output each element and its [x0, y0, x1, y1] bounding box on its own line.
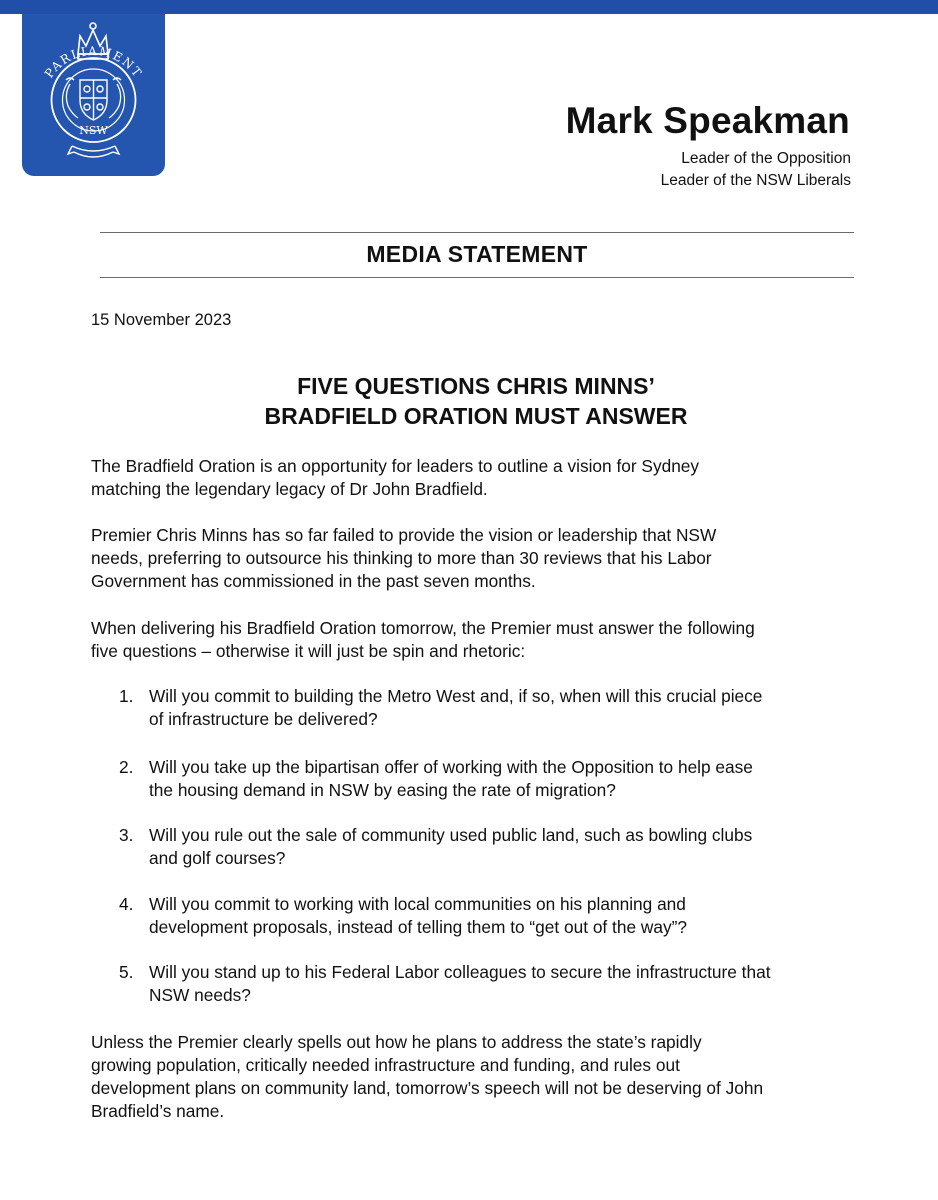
paragraph-line: five questions – otherwise it will just be spin and rhetoric: [91, 641, 526, 661]
paragraph-conclusion [91, 1031, 851, 1123]
paragraph-line: Unless the Premier clearly spells out how he plans to address the state’s rapidly [91, 1032, 702, 1052]
question-line: the housing demand in NSW by easing the rate of migration? [149, 780, 616, 800]
svg-text:PARLIAMENT: PARLIAMENT [41, 44, 146, 81]
paragraph-line: matching the legendary legacy of Dr John Bradfield. [91, 479, 488, 499]
question-line: and golf courses? [149, 848, 286, 868]
svg-text:NSW: NSW [79, 124, 108, 137]
question-text [149, 824, 752, 870]
question-line: development proposals, instead of telling them to “get out of the way”? [149, 917, 687, 937]
question-line: Will you commit to building the Metro West and, if so, when will this crucial piece [149, 686, 763, 706]
question-line: Will you stand up to his Federal Labor colleagues to secure the infrastructure that [149, 962, 771, 982]
paragraph-line: growing population, critically needed infrastructure and funding, and rules out [91, 1055, 680, 1075]
parliament-nsw-logo [22, 14, 165, 176]
question-line: Will you take up the bipartisan offer of working with the Opposition to help ease [149, 757, 753, 777]
question-number: 4. [119, 894, 134, 914]
question-number: 1. [119, 686, 134, 706]
question-line: of infrastructure be delivered? [149, 709, 378, 729]
paragraph-line: When delivering his Bradfield Oration tomorrow, the Premier must answer the following [91, 618, 755, 638]
paragraph-line: development plans on community land, tomorrow’s speech will not be deserving of John [91, 1078, 764, 1098]
question-text [149, 685, 762, 731]
divider-top [100, 232, 854, 233]
paragraph-line: Government has commissioned in the past seven months. [91, 571, 536, 591]
paragraph-intro [91, 455, 851, 501]
statement-date: 15 November 2023 [91, 311, 232, 329]
paragraph-questions-intro [91, 617, 851, 663]
parliament-crest-icon [22, 14, 165, 176]
top-brand-bar [0, 0, 938, 14]
divider-bottom [100, 277, 854, 278]
member-role-liberals: Leader of the NSW Liberals [660, 172, 851, 189]
question-line: NSW needs? [149, 985, 251, 1005]
question-number: 5. [119, 962, 134, 982]
paragraph-criticism [91, 524, 851, 593]
member-name: Mark Speakman [565, 100, 850, 141]
headline [91, 371, 861, 431]
question-line: Will you commit to working with local communities on his planning and [149, 894, 686, 914]
question-number: 3. [119, 825, 134, 845]
question-text [149, 756, 753, 802]
paragraph-line: needs, preferring to outsource his thinking to more than 30 reviews that his Labor [91, 548, 712, 568]
question-number: 2. [119, 757, 134, 777]
question-text [149, 961, 771, 1007]
headline-line: BRADFIELD ORATION MUST ANSWER [264, 403, 688, 429]
member-role-opposition: Leader of the Opposition [681, 150, 851, 167]
question-line: Will you rule out the sale of community used public land, such as bowling clubs [149, 825, 753, 845]
paragraph-line: The Bradfield Oration is an opportunity for leaders to outline a vision for Sydney [91, 456, 700, 476]
paragraph-line: Bradfield’s name. [91, 1101, 225, 1121]
paragraph-line: Premier Chris Minns has so far failed to provide the vision or leadership that NSW [91, 525, 717, 545]
headline-line: FIVE QUESTIONS CHRIS MINNS’ [297, 373, 655, 399]
question-text [149, 893, 687, 939]
document-type-heading: MEDIA STATEMENT [366, 241, 588, 267]
